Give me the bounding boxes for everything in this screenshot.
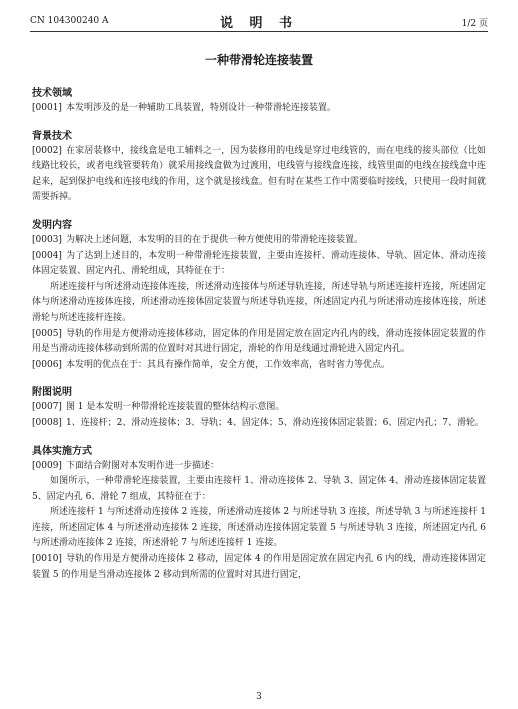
paragraph-number: [0008] (32, 417, 62, 428)
paragraph-text: 为解决上述问题，本发明的目的在于提供一种方便使用的带滑轮连接装置。 (65, 234, 363, 245)
section-heading-background: 背景技术 (32, 130, 72, 142)
paragraph-0005 (32, 327, 486, 358)
doc-number: CN 104300240 A (30, 16, 109, 26)
paragraph-0009-continued: 如图所示，一种带滑轮连接装置，主要由连接杆 1、滑动连接体 2、导轨 3、固定体 4、滑动连接体固定装置 5、固定内孔 6、滑轮 7 组成，其特征在于： (32, 476, 486, 502)
paragraph-0003 (32, 233, 486, 249)
paragraph-text: 本发明的优点在于：其具有操作简单，安全方便，工作效率高，省时省力等优点。 (65, 359, 390, 370)
section-heading-embodiment: 具体实施方式 (32, 445, 92, 457)
paragraph-number: [0006] (32, 359, 62, 370)
paragraph-number: [0001] (32, 103, 62, 113)
header-divider (30, 31, 488, 32)
paragraph-0009-continued-2: 所述连接杆 1 与所述滑动连接体 2 连接，所述滑动连接体 2 与所述导轨 3 连接，所述导轨 3 与所述连接杆 1 连接，所述固定体 4 与所述滑动连接体 2 连接，所述滑动连接体固定装置 5 与所述导轨 3 连接，所述固定内孔 6 与所述滑动连接体 2 连接，所述滑轮 7 与所述连接杆 1 连接。 (32, 507, 486, 549)
section-heading-drawings: 附图说明 (32, 387, 72, 399)
paragraph-text: 导轨的作用是方便滑动连接体 2 移动，固定体 4 的作用是固定放在固定内孔 6 内的线，滑动连接体固定装置 5 的作用是当滑动连接体 2 移动到所需的位置时对其进行固定， (32, 554, 486, 580)
document-body (32, 86, 486, 583)
paragraph-0001 (32, 101, 486, 117)
paragraph-0009 (32, 459, 486, 475)
paragraph-text: 在家居装修中，接线盒是电工辅料之一，因为装修用的电线是穿过电线管的，而在电线的接头部位（比如线路比较长，或者电线管要转角）就采用接线盒做为过渡用，电线管与接线盒连接，线管里面的电线在接线盒中连起来，起到保护电线和连接电线的作用，这个就是接线盒。但有时在某些工作中需要临时接线，只使用一段时间就需要拆掉。 (32, 145, 486, 203)
paragraph-number: [0007] (32, 402, 62, 413)
page-marker: 1/2 页 (461, 19, 488, 29)
paragraph-0007 (32, 400, 486, 416)
paragraph-text: 1、连接杆；2、滑动连接体；3、导轨；4、固定体；5、滑动连接体固定装置；6、固定内孔；7、滑轮。 (65, 417, 485, 428)
paragraph-0002 (32, 144, 486, 206)
section-label: 说 明 书 (219, 16, 299, 31)
page-number: 3 (256, 692, 262, 702)
section-heading-summary: 发明内容 (32, 219, 72, 231)
paragraph-text: 导轨的作用是方便滑动连接体移动，固定体的作用是固定放在固定内孔内的线，滑动连接体固定装置的作用是当滑动连接体移动到所需的位置时对其进行固定，滑轮的作用是线通过滑轮进入固定内孔。 (32, 328, 486, 355)
paragraph-number: [0010] (32, 554, 62, 565)
paragraph-text: 为了达到上述目的，本发明一种带滑轮连接装置，主要由连接杆、滑动连接体、导轨、固定体、滑动连接体固定装置、固定内孔、滑轮组成，其特征在于： (32, 250, 486, 277)
paragraph-text: 本发明涉及的是一种辅助工具装置，特别设计一种带滑轮连接装置。 (65, 103, 336, 113)
page-header (30, 10, 488, 32)
paragraph-0010 (32, 552, 486, 583)
paragraph-number: [0003] (32, 234, 62, 245)
paragraph-text: 下面结合附图对本发明作进一步描述： (65, 460, 219, 471)
paragraph-number: [0005] (32, 328, 62, 339)
paragraph-0006 (32, 358, 486, 374)
paragraph-0008 (32, 416, 486, 432)
document-title: 一种带滑轮连接装置 (204, 53, 313, 67)
paragraph-number: [0002] (32, 145, 62, 156)
paragraph-number: [0009] (32, 460, 62, 471)
paragraph-text: 图 1 是本发明一种带滑轮连接装置的整体结构示意图。 (65, 402, 285, 413)
section-heading-field: 技术领域 (32, 88, 72, 99)
paragraph-0004 (32, 249, 486, 280)
paragraph-0004-continued: 所述连接杆与所述滑动连接体连接，所述滑动连接体与所述导轨连接，所述导轨与所述连接杆连接，所述固定体与所述滑动连接体连接，所述滑动连接体固定装置与所述导轨连接，所述固定内孔与所述滑动连接体连接，所述滑轮与所述连接杆连接。 (32, 281, 486, 323)
paragraph-number: [0004] (32, 250, 62, 261)
